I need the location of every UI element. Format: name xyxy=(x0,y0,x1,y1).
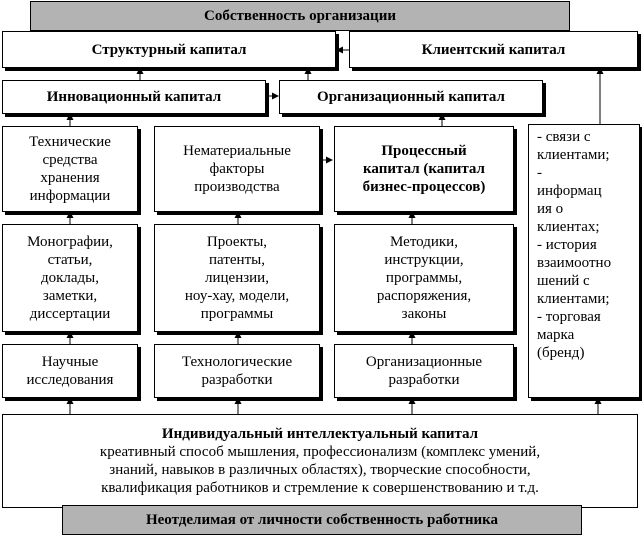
innovation-capital-label: Инновационный капитал xyxy=(46,89,222,105)
client-list-text: - связи с клиентами; - информац ия о клиентах; - история взаимоотно шений с клиентами; - торговая марка (бренд) xyxy=(537,129,612,361)
structural-capital-box xyxy=(2,31,336,68)
methods-label: Методики, инструкции, программы, распоряжения, законы xyxy=(376,234,472,322)
tech-means-label: Технические средства хранения информации xyxy=(29,134,111,204)
intangible-factors-box xyxy=(154,126,320,212)
structural-capital-label: Структурный капитал xyxy=(91,41,247,58)
organizational-capital-box xyxy=(279,80,543,114)
monographs-label: Монографии, статьи, доклады, заметки, диссертации xyxy=(27,234,113,322)
organizational-capital-label: Организационный капитал xyxy=(317,89,505,105)
tech-development-box xyxy=(154,344,320,398)
methods-box xyxy=(334,224,514,332)
client-capital-label: Клиентский капитал xyxy=(421,41,566,58)
science-research-label: Научные исследования xyxy=(26,354,114,388)
individual-capital-box xyxy=(2,414,638,508)
intangible-factors-label: Нематериальные факторы производства xyxy=(183,143,291,195)
org-property-title xyxy=(30,1,570,31)
individual-capital-title: Индивидуальный интеллектуальный капитал xyxy=(161,426,479,442)
process-capital-label: Процессный капитал (капитал бизнес-процессов) xyxy=(362,143,486,195)
process-capital-box xyxy=(334,126,514,212)
science-research-box xyxy=(2,344,138,398)
individual-capital-text: креативный способ мышления, профессионализм (комплекс умений, знаний, навыков в различных областях), творческие способности, квалификация работников и стремление к совершенствованию и т.д. xyxy=(99,444,541,496)
projects-box xyxy=(154,224,320,332)
org-development-box xyxy=(334,344,514,398)
client-capital-box xyxy=(349,31,638,68)
projects-label: Проекты, патенты, лицензии, ноу-хау, модели, программы xyxy=(184,234,290,322)
client-list-box xyxy=(528,124,640,398)
monographs-box xyxy=(2,224,138,332)
innovation-capital-box xyxy=(2,80,266,114)
tech-development-label: Технологические разработки xyxy=(181,354,293,388)
org-property-title-text: Собственность организации xyxy=(203,8,396,24)
tech-means-box xyxy=(2,126,138,212)
org-development-label: Организационные разработки xyxy=(365,354,483,388)
employee-property-label: Неотделимая от личности собственность работника xyxy=(145,512,499,528)
employee-property-bar xyxy=(62,505,582,535)
